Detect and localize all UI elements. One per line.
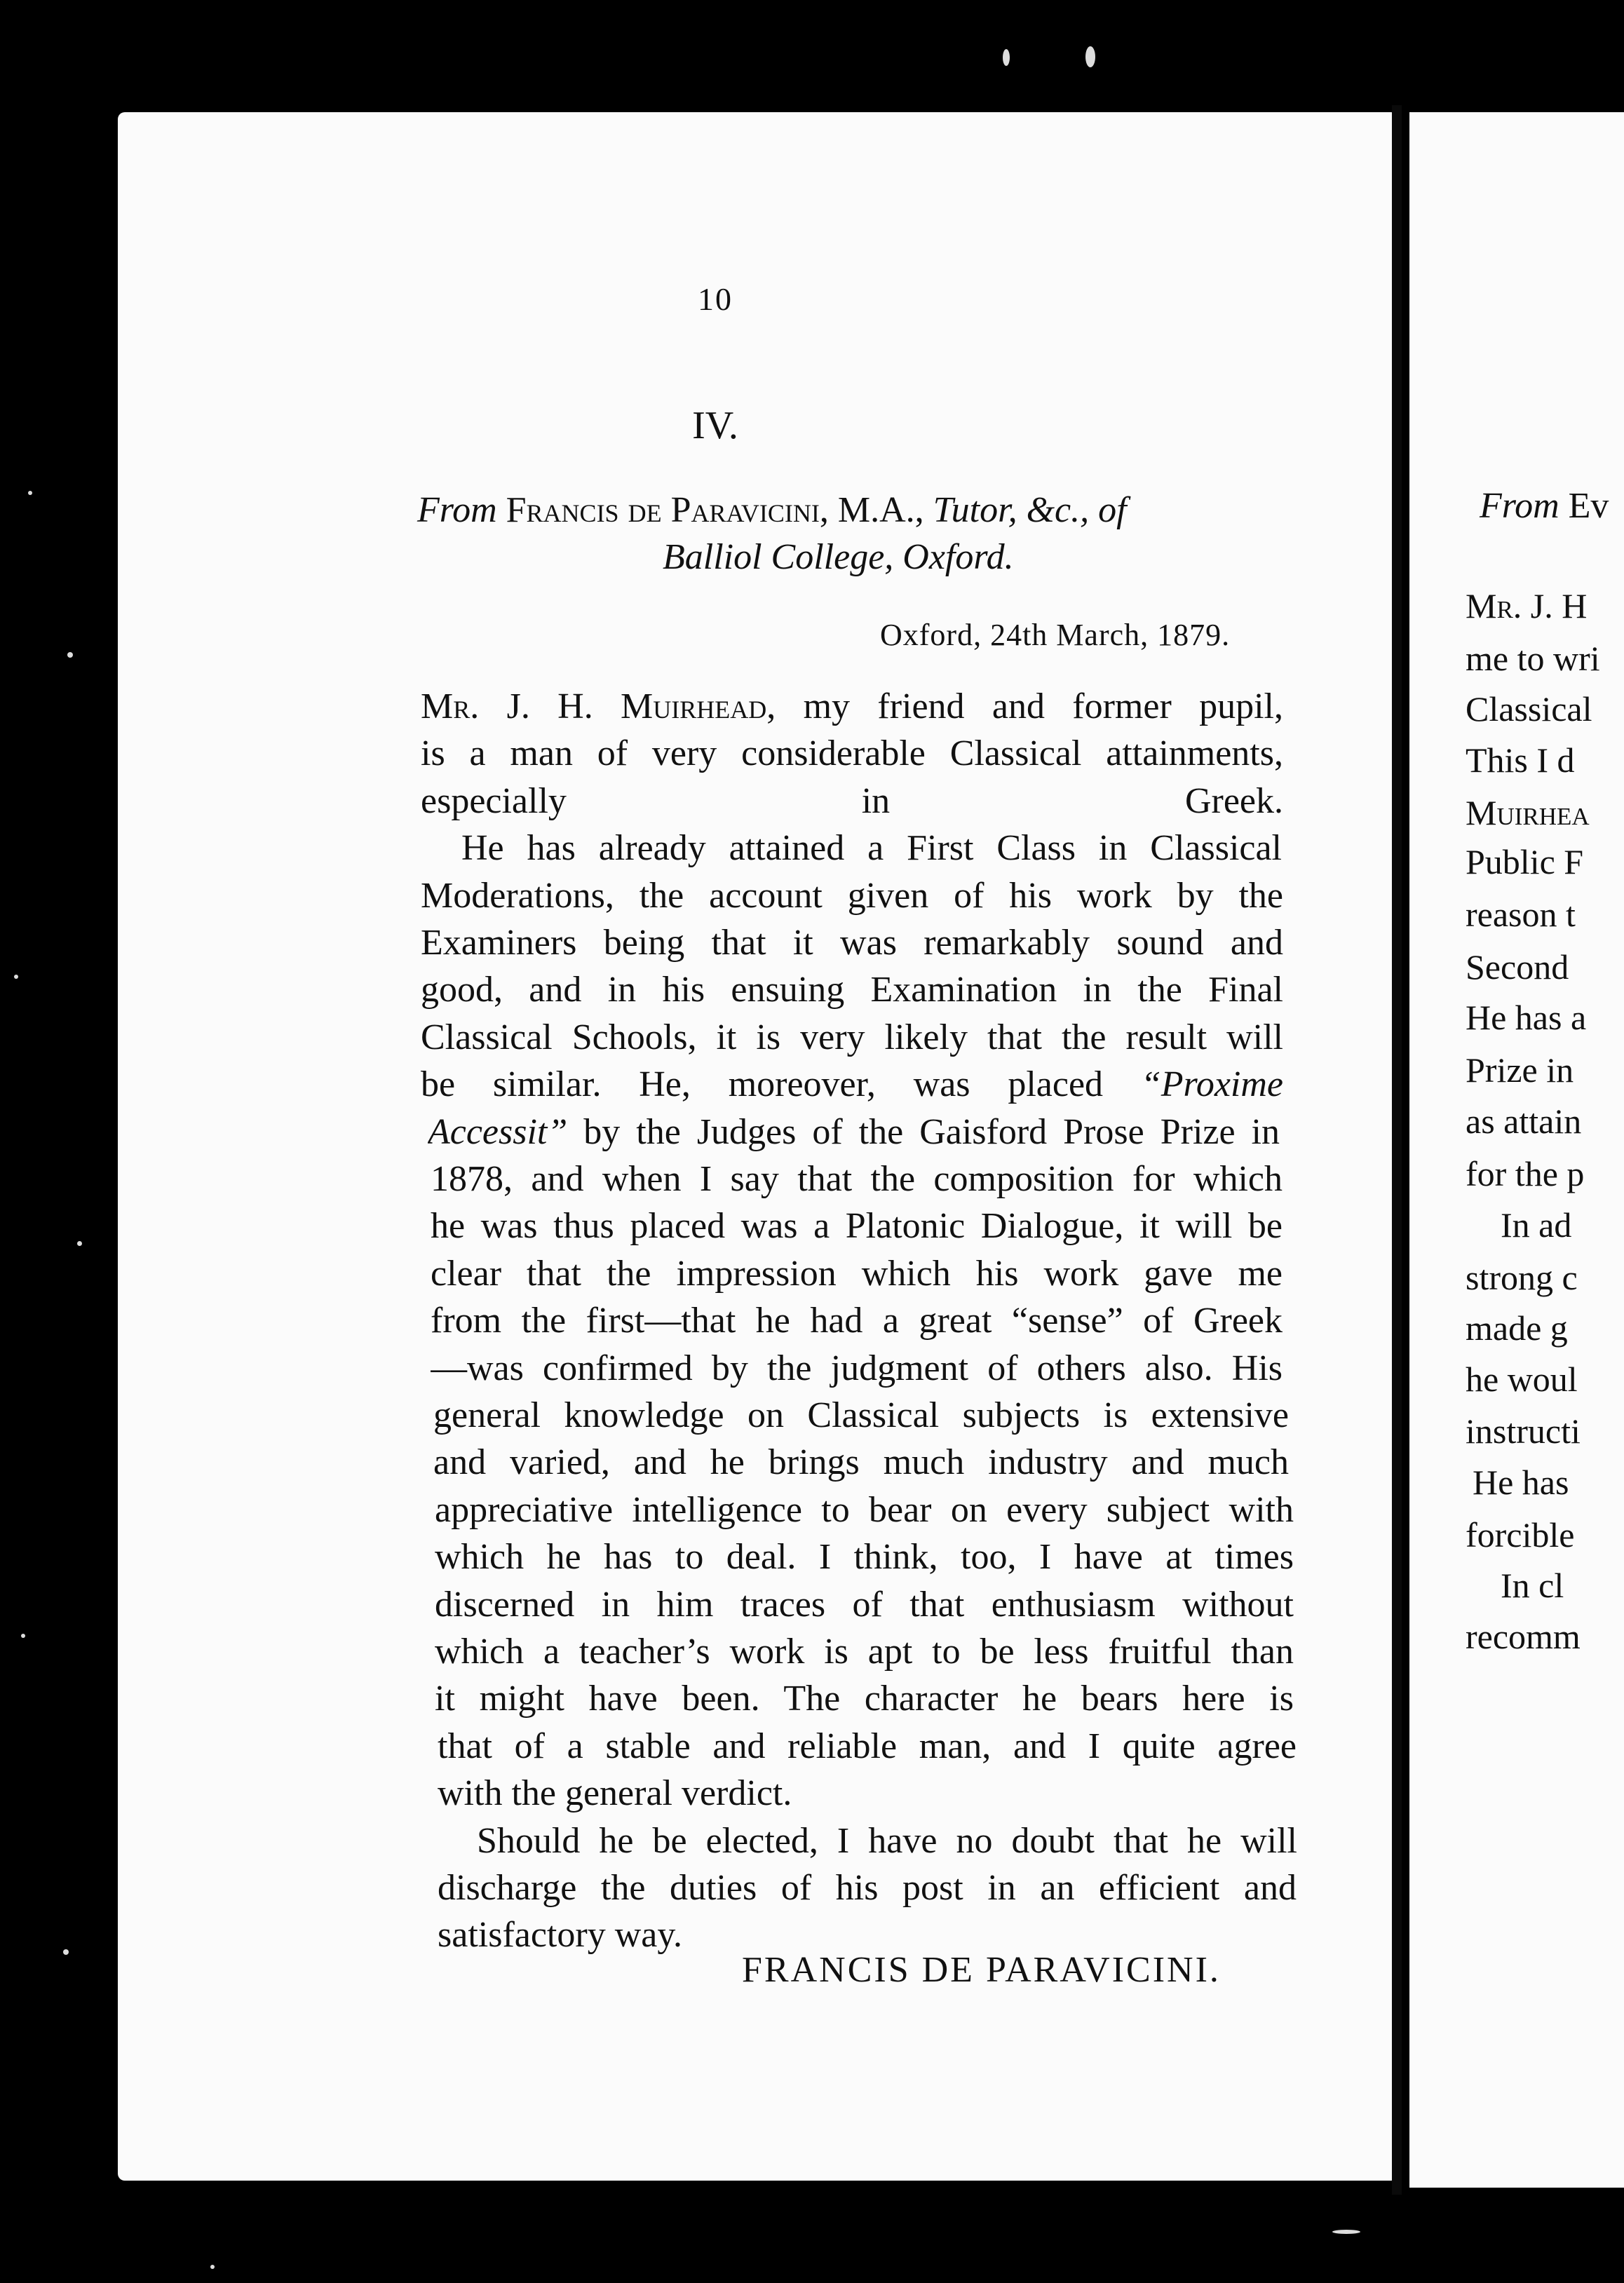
body-line	[431, 1158, 1283, 1202]
body-line-text: appreciative intelligence to bear on every subject with	[435, 1489, 1294, 1530]
body-line-text: is a man of very considerable Classical attainments,	[421, 733, 1283, 774]
right-page-line	[1466, 1153, 1584, 1194]
right-page-line	[1466, 1359, 1578, 1400]
body-line-italic: “Proxime	[1140, 1064, 1283, 1105]
body-line	[431, 1253, 1283, 1296]
right-page-line	[1473, 1462, 1569, 1503]
right-page-line	[1501, 1205, 1571, 1245]
body-line	[421, 1017, 1283, 1060]
page-number: 10	[698, 281, 733, 317]
right-page-line-text: made g	[1466, 1308, 1568, 1348]
right-page-line-text: In ad	[1501, 1205, 1572, 1245]
body-line-italic: Accessit”	[428, 1111, 568, 1152]
right-page-line-text: In cl	[1501, 1566, 1564, 1605]
body-line-text: he was thus placed was a Platonic Dialogue, it will be	[431, 1206, 1283, 1247]
right-page-line-text: Public F	[1466, 842, 1584, 881]
right-page-line	[1466, 1308, 1568, 1348]
body-line-text: and varied, and he brings much industry and much	[433, 1442, 1289, 1483]
body-line-text: satisfactory way.	[438, 1915, 682, 1956]
right-page-line-text: strong c	[1466, 1258, 1578, 1297]
body-line	[438, 1867, 1297, 1911]
right-page-line	[1466, 1616, 1581, 1657]
right-page-line	[1466, 894, 1576, 935]
body-line-text: which a teacher’s work is apt to be less fruitful than	[435, 1632, 1294, 1672]
heading-author: Francis de Paravicini,	[506, 490, 829, 530]
body-line	[435, 1631, 1294, 1674]
right-page-line	[1466, 792, 1590, 833]
body-line-text: with the general verdict.	[438, 1773, 792, 1814]
right-page-line-text: Muirhea	[1466, 793, 1590, 832]
body-line-text: discharge the duties of his post in an efficient and	[438, 1868, 1297, 1908]
right-page	[1409, 112, 1624, 2188]
right-page-line-text: He has	[1473, 1463, 1569, 1502]
body-line-text: —was confirmed by the judgment of others also. His	[431, 1348, 1283, 1388]
right-page-line	[1466, 1050, 1574, 1090]
body-line-text: especially in Greek.	[421, 780, 1283, 821]
right-page-line	[1466, 997, 1586, 1038]
right-page-line	[1466, 1257, 1578, 1298]
body-line	[461, 827, 1282, 871]
body-line-text: discerned in him traces of that enthusiasm without	[435, 1584, 1294, 1625]
right-page-line-text: He has a	[1466, 998, 1587, 1037]
right-page-line	[1466, 638, 1600, 679]
body-line	[431, 1300, 1283, 1343]
body-line	[438, 1726, 1297, 1769]
body-line-text: it might have been. The character he bears here is	[435, 1679, 1294, 1719]
body-line-text: clear that the impression which his work gave me	[431, 1253, 1283, 1294]
body-line	[435, 1536, 1294, 1580]
section-numeral: IV.	[692, 404, 738, 447]
body-line-text: which he has to deal. I think, too, I have at times	[435, 1537, 1294, 1578]
dateline: Oxford, 24th March, 1879.	[880, 618, 1231, 652]
body-line	[433, 1395, 1289, 1438]
body-line-text: Moderations, the account given of his work by the	[421, 875, 1283, 916]
body-line-text: He has already attained a First Class in Classical	[461, 828, 1282, 869]
heading-from: From	[417, 490, 497, 530]
body-line	[431, 1205, 1283, 1249]
body-line-text: Classical Schools, it is very likely that the result will	[421, 1017, 1283, 1057]
right-page-line	[1466, 1411, 1581, 1451]
right-page-line-text: Prize in	[1466, 1050, 1574, 1090]
body-line-text: Examiners being that it was remarkably sound and	[421, 923, 1283, 963]
right-page-line	[1466, 947, 1569, 987]
right-heading-from: From	[1480, 486, 1559, 526]
right-page-line-text: reason t	[1466, 895, 1576, 934]
body-line	[435, 1489, 1294, 1533]
right-page-line-text: This I d	[1466, 740, 1575, 780]
body-line	[421, 969, 1283, 1012]
right-heading-fragment	[1480, 485, 1609, 527]
heading-title: Tutor, &c., of	[933, 490, 1127, 530]
right-page-line-text: Classical	[1466, 689, 1592, 729]
body-line-text: my friend and former pupil,	[803, 686, 1283, 726]
right-page-line-text: forcible	[1466, 1515, 1575, 1554]
signature: FRANCIS DE PARAVICINI.	[742, 1950, 1221, 1990]
body-line	[421, 733, 1283, 776]
body-line-text: general knowledge on Classical subjects is extensive	[433, 1395, 1289, 1435]
body-line	[421, 780, 1283, 824]
body-line-text: 1878, and when I say that the composition for which	[431, 1159, 1283, 1199]
right-page-line-text: as attain	[1466, 1102, 1582, 1141]
right-heading-rest: Ev	[1568, 486, 1609, 526]
body-line-text: from the first—that he had a great “sense” of Greek	[431, 1301, 1283, 1341]
body-line	[438, 1773, 792, 1814]
body-line	[435, 1584, 1294, 1627]
right-page-line-text: for the p	[1466, 1154, 1585, 1193]
body-line	[421, 875, 1283, 919]
body-line	[438, 1914, 682, 1956]
right-page-line	[1466, 1515, 1574, 1555]
right-page-line-text: instructi	[1466, 1411, 1581, 1451]
body-line-text: by the Judges of the Gaisford Prose Prize in	[583, 1111, 1280, 1152]
body-line	[421, 686, 1283, 729]
right-page-line	[1466, 1101, 1581, 1142]
right-page-line-text: Second	[1466, 947, 1569, 987]
heading-college: Balliol College, Oxford.	[663, 537, 1014, 577]
body-line	[421, 1064, 1283, 1107]
body-line	[477, 1820, 1297, 1864]
body-line	[431, 1348, 1283, 1391]
heading-degree: M.A.,	[837, 490, 924, 530]
right-page-line	[1501, 1565, 1564, 1606]
body-line-text: good, and in his ensuing Examination in the Final	[421, 970, 1283, 1010]
body-line-text: Should he be elected, I have no doubt that he will	[477, 1820, 1297, 1861]
right-page-line	[1466, 585, 1587, 626]
body-line-smallcaps: Mr. J. H. Muirhead,	[421, 686, 776, 726]
right-page-line	[1466, 689, 1592, 729]
body-line	[435, 1678, 1294, 1721]
right-page-line-text: Mr. J. H	[1466, 586, 1588, 625]
body-line-text: that of a stable and reliable man, and I quite agree	[438, 1726, 1297, 1766]
body-line-text: be similar. He, moreover, was placed	[421, 1064, 1104, 1105]
right-page-line-text: recomm	[1466, 1617, 1581, 1656]
body-line	[433, 1442, 1289, 1485]
right-page-line-text: he woul	[1466, 1360, 1578, 1399]
right-page-line-text: me to wri	[1466, 639, 1600, 678]
letter-heading	[417, 489, 1127, 531]
right-page-line	[1466, 841, 1583, 882]
body-line	[428, 1111, 1280, 1155]
body-line	[421, 922, 1283, 966]
right-page-line	[1466, 740, 1575, 780]
